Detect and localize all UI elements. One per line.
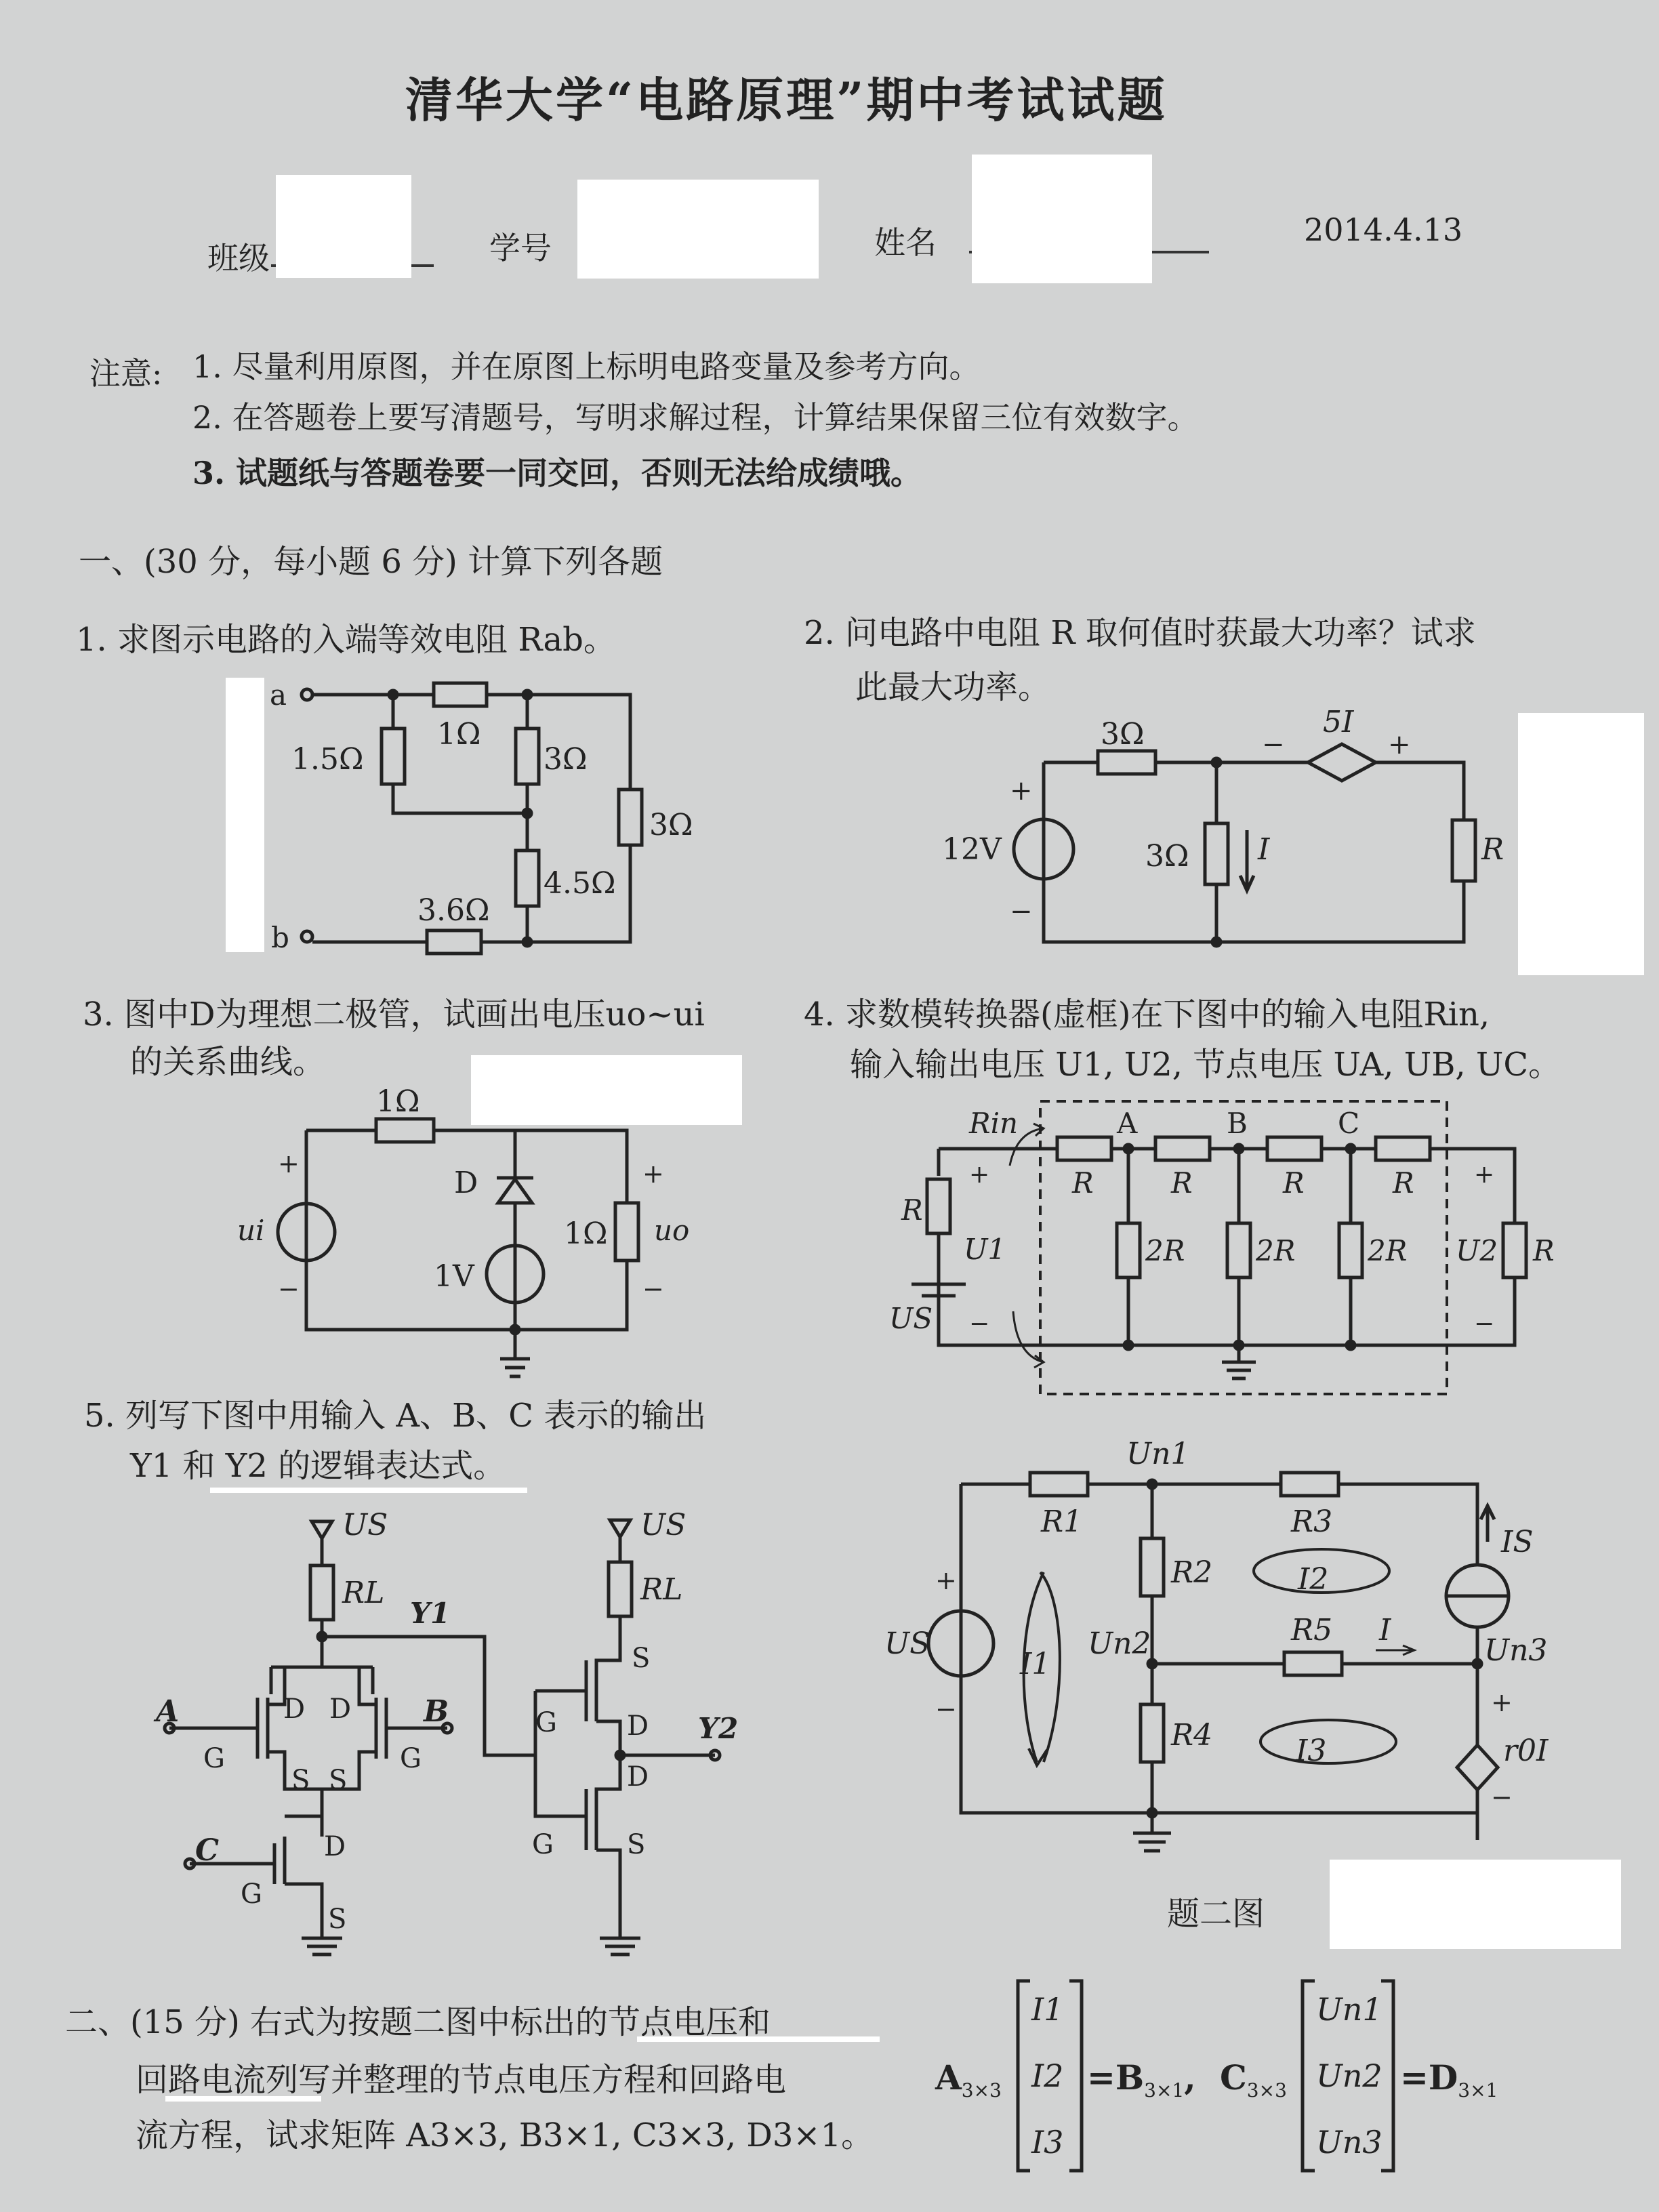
matrix-c: C [1220,2057,1247,2097]
question-5-line1: 5. 列写下图中用输入 A、B、C 表示的输出 [84,1397,707,1435]
fig3-r-1a: 1Ω [376,1084,420,1119]
fig5-input-a: A [156,1694,180,1729]
fig6-r5: R5 [1291,1613,1333,1647]
fig6-i3: I3 [1296,1734,1327,1768]
fig4-r1: R [1072,1166,1094,1200]
fig6-i: I [1379,1613,1391,1647]
fig4-r2: R [1171,1166,1193,1200]
fig3-uo-plus: + [642,1159,664,1189]
fig5-g-c: G [241,1879,262,1910]
fig2-dep-minus: − [1262,729,1285,760]
comma: , [1184,2057,1196,2097]
fig4-node-c: C [1338,1107,1360,1140]
name-label: 姓名 [874,224,937,261]
matrix-b-sub: 3×1 [1144,2079,1185,2102]
fig6-us: US [884,1626,930,1661]
fig3-ui-plus: + [278,1149,300,1179]
fig6-r1: R1 [1041,1504,1083,1539]
note-item-1: 1. 尽量利用原图，并在原图上标明电路变量及参考方向。 [192,348,981,385]
fig2-load-r: R [1481,832,1504,867]
exam-title: 清华大学“电路原理”期中考试试题 [405,72,1168,128]
vec-i3: I3 [1031,2124,1064,2160]
fig4-u2-plus: + [1474,1161,1495,1189]
fig6-caption: 题二图 [1167,1895,1265,1933]
bracket-right-2 [1376,1978,1403,2174]
fig1-r-3a: 3Ω [544,742,588,777]
matrix-a-sub: 3×3 [961,2079,1002,2102]
fig1-r-1-5: 1.5Ω [291,742,364,777]
vec-un2: Un2 [1316,2057,1382,2094]
question-2-line1: 2. 问电路中电阻 R 取何值时获最大功率？试求 [804,614,1476,652]
fig5-us-left: US [342,1508,388,1542]
fig4-r3: R [1283,1166,1305,1200]
fig3-uo-minus: − [642,1274,664,1304]
fig4-r4: R [1393,1166,1414,1200]
fig5-g-a: G [203,1743,225,1774]
fig4-u2: U2 [1456,1234,1498,1267]
note-item-2: 2. 在答题卷上要写清题号，写明求解过程，计算结果保留三位有效数字。 [192,399,1199,436]
fig1-node-b: b [271,921,289,954]
fig4-r-load: R [1533,1234,1555,1267]
fig6-is: IS [1501,1525,1534,1559]
fig6-dep-plus: + [1491,1687,1513,1717]
fig4-rin: Rin [969,1107,1019,1140]
figure-4-circuit [889,1101,1555,1394]
part1-heading: 一、(30 分，每小题 6 分) 计算下列各题 [79,543,663,581]
fig1-r-1: 1Ω [437,717,481,752]
figure-3-circuit [237,1084,689,1376]
question-3-line1: 3. 图中D为理想二极管，试画出电压uo~ui [83,996,705,1033]
fig5-d-top: D [627,1711,649,1742]
part2-line2: 回路电流列写并整理的节点电压方程和回路电 [136,2061,787,2099]
fig5-d-c: D [324,1831,346,1862]
question-2-line2: 此最大功率。 [855,668,1051,706]
vec-un3: Un3 [1316,2124,1382,2160]
fig6-us-plus: + [935,1565,957,1595]
fig4-2r-1: 2R [1145,1234,1185,1267]
vec-i1: I1 [1031,1991,1064,2028]
figure-6-circuit [884,1437,1549,1933]
fig4-u1-minus: − [969,1310,990,1338]
redacted-fig2-right [1518,713,1644,975]
fig5-input-c: C [195,1833,220,1868]
redacted-left-margin [226,678,264,952]
class-label: 班级 [207,240,270,276]
redacted-fig6-caption-right [1330,1860,1621,1949]
fig2-dep-plus: + [1388,729,1411,760]
fig2-r-3a: 3Ω [1101,717,1145,752]
fig5-y2: Y2 [698,1712,739,1745]
eq-sign-2: = [1400,2057,1429,2097]
figure-2-circuit [942,705,1504,946]
fig6-r2: R2 [1171,1555,1213,1590]
question-3-line2: 的关系曲线。 [130,1043,326,1081]
figure-5-logic [153,1508,738,1954]
fig6-r3: R3 [1291,1504,1333,1539]
matrix-b: B [1115,2057,1145,2097]
question-4-line1: 4. 求数模转换器(虚框)在下图中的输入电阻Rin, [804,996,1490,1033]
fig5-s-b: S [329,1765,348,1796]
fig3-diode-d: D [454,1166,478,1200]
fig3-source-1v: 1V [434,1259,474,1294]
question-5-line2: Y1 和 Y2 的逻辑表达式。 [130,1447,506,1485]
fig4-node-a: A [1117,1107,1138,1140]
fig6-un2: Un2 [1088,1626,1151,1661]
fig4-r-source: R [901,1193,923,1227]
fig5-s-bottom: S [627,1829,646,1860]
part2-line1: 二、(15 分) 右式为按题二图中标出的节点电压和 [65,2003,771,2041]
fig1-node-a: a [270,678,287,712]
matrix-d: D [1428,2057,1458,2097]
fig4-us: US [889,1302,933,1335]
vec-i2: I2 [1031,2057,1064,2094]
fig2-plus: + [1010,775,1033,806]
fig3-r-1b: 1Ω [564,1216,608,1251]
fig5-s-c: S [328,1904,347,1935]
fig6-r0i: r0I [1503,1734,1549,1768]
fig1-r-4-5: 4.5Ω [544,866,616,901]
fig5-rl-left: RL [342,1576,385,1610]
fig4-u1: U1 [964,1233,1006,1266]
fig6-i1: I1 [1020,1647,1051,1681]
note-item-3: 3. 试题纸与答题卷要一同交回，否则无法给成绩哦。 [192,455,922,491]
fig5-g-bottom: G [532,1829,554,1860]
question-1: 1. 求图示电路的入端等效电阻 Rab。 [76,621,616,659]
fig6-us-minus: − [935,1694,957,1724]
fig5-us-right: US [640,1508,687,1542]
fig2-minus: − [1010,896,1033,927]
student-id-label: 学号 [489,230,552,266]
fig6-r4: R4 [1171,1718,1213,1753]
fig5-g-top: G [535,1707,557,1738]
fig4-2r-2: 2R [1256,1234,1296,1267]
matrix-d-sub: 3×1 [1458,2079,1498,2102]
fig3-uo: uo [654,1214,690,1247]
matrix-a: A [935,2057,962,2097]
matrix-equation [935,1978,1504,2174]
fig1-r-3-6: 3.6Ω [417,893,490,928]
fig3-ui: ui [237,1214,265,1247]
matrix-c-sub: 3×3 [1246,2079,1287,2102]
question-4-line2: 输入输出电压 U1, U2, 节点电压 UA, UB, UC。 [850,1046,1561,1084]
redacted-fig3-top [471,1055,742,1125]
fig5-y1: Y1 [410,1597,451,1630]
fig5-g-b: G [400,1743,422,1774]
exam-date: 2014.4.13 [1304,211,1463,248]
fig2-source-12v: 12V [942,832,1002,867]
part2-line3: 流方程，试求矩阵 A3×3, B3×1, C3×3, D3×1。 [136,2116,874,2154]
fig5-d-bottom: D [627,1761,649,1793]
fig5-s-top: S [632,1643,651,1674]
fig4-u2-minus: − [1474,1310,1495,1338]
fig1-r-3b: 3Ω [649,808,693,842]
fig5-input-b: B [424,1694,449,1729]
fig4-node-b: B [1227,1107,1248,1140]
fig6-i2: I2 [1298,1562,1329,1597]
fig5-d-a: D [283,1694,306,1725]
figure-1-circuit [270,678,693,954]
fig6-un1: Un1 [1126,1437,1190,1471]
fig6-un3: Un3 [1484,1633,1548,1668]
fig5-d-b: D [329,1694,352,1725]
notes-prefix: 注意: [89,355,163,392]
fig5-rl-right: RL [640,1572,683,1607]
fig6-dep-minus: − [1491,1782,1513,1812]
fig5-s-a: S [291,1765,310,1796]
q5-underline [210,1488,527,1493]
fig4-2r-3: 2R [1368,1234,1408,1267]
fig2-r-3b: 3Ω [1145,839,1189,874]
fig3-ui-minus: − [278,1274,300,1304]
fig2-current-i: I [1258,832,1270,867]
vec-un1: Un1 [1316,1991,1382,2028]
fig4-u1-plus: + [969,1161,990,1189]
eq-sign-1: = [1087,2057,1115,2097]
fig2-dep-source: 5I [1323,705,1354,739]
